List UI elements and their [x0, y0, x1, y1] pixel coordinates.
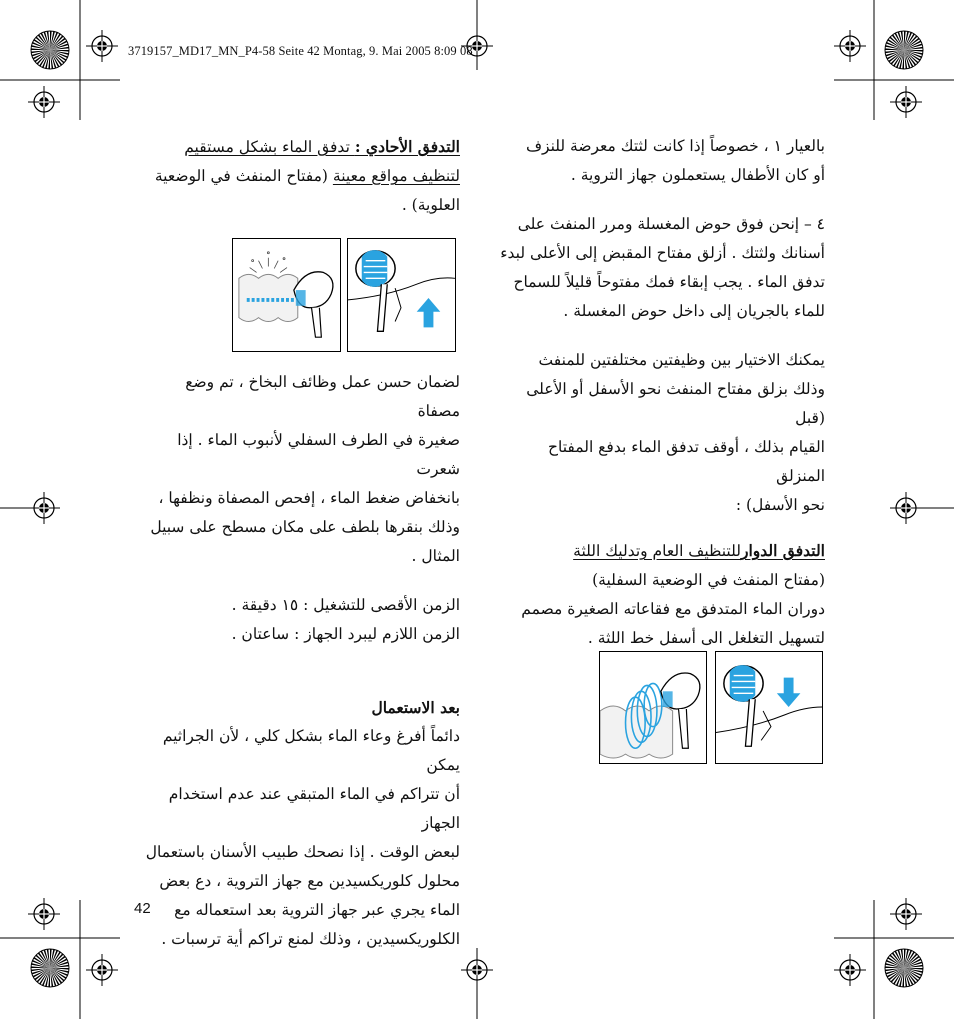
text-line: محلول كلوريكسيدين مع جهاز التروية ، دع بعض — [159, 872, 460, 890]
left-column-filter — [138, 368, 460, 954]
text-line: بالعيار ١ ، خصوصاً إذا كانت لثتك معرضة للنزف — [525, 137, 825, 155]
arrow-down-icon — [777, 678, 801, 707]
text-line: أو كان الأطفال يستعملون جهاز التروية . — [570, 166, 825, 184]
registration-mark-icon — [28, 492, 60, 524]
rotating-heading-line — [500, 536, 825, 566]
starburst-target-icon — [884, 30, 924, 70]
text-line: المثال . — [411, 547, 460, 565]
text-line — [138, 162, 460, 191]
rotating-heading-rest: للتنظيف العام وتدليك اللثة — [573, 542, 741, 560]
text-line: لتسهيل التغلغل الى أسفل خط اللثة . — [587, 629, 825, 647]
mono-heading: التدفق الأحادي : — [354, 137, 460, 156]
print-slug: 3719157_MD17_MN_P4-58 Seite 42 Montag, 9. Mai 2005 8:09 08 — [128, 44, 473, 58]
text-line: الماء يجري عبر جهاز التروية بعد استعماله مع — [174, 901, 460, 919]
text-line: الكلوريكسيدين ، وذلك لمنع تراكم أية ترسبات . — [161, 930, 460, 948]
mono-underlined: لتنظيف مواقع معينة — [332, 167, 460, 185]
text-line: صغيرة في الطرف السفلي لأنبوب الماء . إذا شعرت — [177, 431, 460, 478]
mono-heading-line — [138, 132, 460, 162]
text-line: الزمن الأقصى للتشغيل : ١٥ دقيقة . — [231, 596, 460, 614]
registration-mark-icon — [890, 492, 922, 524]
nozzle-up-figure — [347, 238, 456, 352]
registration-mark-icon — [461, 954, 493, 986]
text-line: للماء بالجريان إلى داخل حوض المغسلة . — [563, 302, 825, 320]
registration-mark-icon — [86, 954, 118, 986]
text-line: لضمان حسن عمل وظائف البخاخ ، تم وضع مصفاة — [185, 373, 460, 420]
text-line: القيام بذلك ، أوقف تدفق الماء بدفع المفتاح المنزلق — [548, 438, 825, 485]
page-number: 42 — [134, 900, 151, 917]
right-column — [500, 132, 825, 653]
registration-mark-icon — [28, 86, 60, 118]
starburst-target-icon — [30, 948, 70, 988]
mono-jet-teeth-figure — [232, 238, 341, 352]
registration-mark-icon — [890, 898, 922, 930]
text-line: دائماً أفرغ وعاء الماء بشكل كلي ، لأن الجراثيم يمكن — [162, 727, 460, 774]
registration-mark-icon — [834, 30, 866, 62]
registration-mark-icon — [834, 954, 866, 986]
text-line: ٤ – إنحن فوق حوض المغسلة ومرر المنفث على — [517, 215, 825, 233]
registration-mark-icon — [28, 898, 60, 930]
mono-rest: تدفق الماء بشكل مستقيم — [184, 138, 355, 156]
registration-mark-icon — [890, 86, 922, 118]
starburst-target-icon — [884, 948, 924, 988]
starburst-target-icon — [30, 30, 70, 70]
text-line: وذلك بنقرها بلطف على مكان مسطح على سبيل — [150, 518, 460, 536]
text-line: أن تتراكم في الماء المتبقي عند عدم استخدام الجهاز — [168, 785, 460, 832]
rotating-heading: التدفق الدوار — [740, 541, 825, 560]
text-line: وذلك بزلق مفتاح المنفث نحو الأسفل أو الأعلى (قبل — [526, 380, 825, 427]
text-line: أسنانك ولثتك . أزلق مفتاح المقبض إلى الأعلى لبدء — [500, 244, 825, 262]
text-line: يمكنك الاختيار بين وظيفتين مختلفتين للمنفث — [538, 351, 825, 369]
text-line: لبعض الوقت . إذا نصحك طبيب الأسنان باستعمال — [145, 843, 460, 861]
rotating-jet-teeth-figure — [599, 651, 707, 764]
arrow-up-icon — [417, 298, 441, 327]
mono-after: (مفتاح المنفث في الوضعية — [154, 167, 333, 185]
nozzle-down-figure — [715, 651, 823, 764]
after-use-heading: بعد الاستعمال — [371, 698, 460, 717]
text-line: تدفق الماء . يجب إبقاء فمك مفتوحاً قليلاً للسماح — [513, 273, 825, 291]
text-line: دوران الماء المتدفق مع فقاعاته الصغيرة مصمم — [521, 600, 825, 618]
text-line: الزمن اللازم ليبرد الجهاز : ساعتان . — [231, 625, 460, 643]
text-line: العلوية) . — [401, 196, 460, 214]
left-column-top — [138, 132, 460, 220]
text-line: (مفتاح المنفث في الوضعية السفلية) — [592, 571, 825, 589]
text-line: بانخفاض ضغط الماء ، إفحص المصفاة ونظفها ، — [158, 489, 460, 507]
text-line: نحو الأسفل) : — [735, 496, 825, 514]
registration-mark-icon — [86, 30, 118, 62]
